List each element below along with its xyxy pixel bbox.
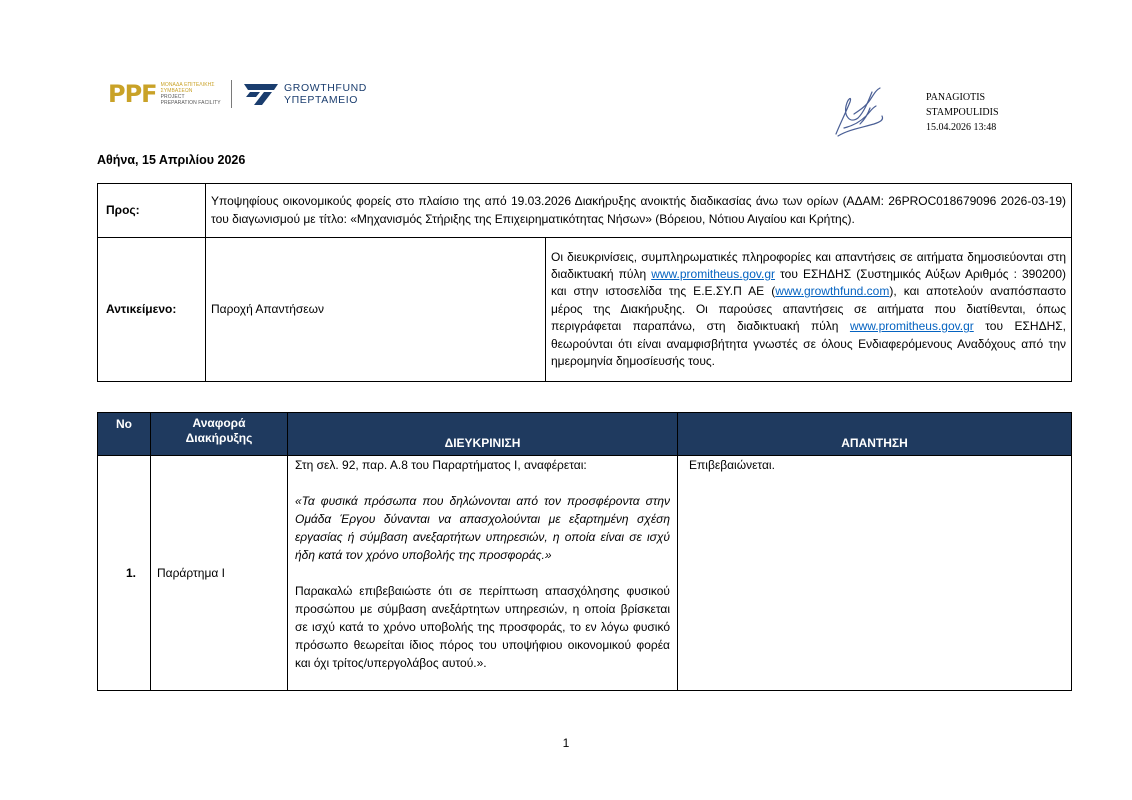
ppf-logo-line: ΣΥΜΒΑΣΕΩΝ — [160, 88, 193, 94]
header-reference — [151, 413, 288, 456]
ppf-logo-line: PROJECT — [160, 94, 185, 100]
ppf-logo-letters: PPF — [108, 80, 157, 108]
signer-last-name: STAMPOULIDIS — [926, 107, 999, 118]
clarification-intro: Στη σελ. 92, παρ. Α.8 του Παραρτήματος Ι, αναφέρεται: — [295, 458, 587, 472]
growthfund-name: GROWTHFUND — [284, 82, 367, 94]
header-no: No — [98, 413, 151, 456]
growthfund-greek-name: ΥΠΕΡΤΑΜΕΙΟ — [284, 94, 359, 106]
row-reference: Παράρτημα Ι — [151, 456, 288, 691]
document-date: Αθήνα, 15 Απριλίου 2026 — [97, 153, 246, 167]
row-answer: Επιβεβαιώνεται. — [678, 456, 1072, 691]
signer-first-name: PANAGIOTIS — [926, 92, 986, 103]
clarification-quote: «Τα φυσικά πρόσωπα που δηλώνονται από τον προσφέροντα στην Ομάδα Έργου δύνανται να απασχολούνται με εξαρτημένη σχέση εργασίας ή σύμβαση ανεξαρτήτων υπηρεσιών, η οποία είναι σε ισχύ ήδη κατά τον χρόνο υποβολής της προσφοράς.» — [295, 494, 670, 562]
subject-note-text: του ΕΣΗΔΗΣ (Συστημικός Αύξων Αριθμός : 390200) και στην ιστοσελίδα της Ε.Ε.ΣΥ.Π ΑΕ ( — [551, 266, 1067, 299]
growthfund-logo — [242, 80, 367, 108]
recipient-row — [98, 184, 1072, 238]
growthfund-link[interactable]: www.growthfund.com — [775, 284, 890, 299]
recipient-text: Υποψηφίους οικονομικούς φορείς στο πλαίσιο της από 19.03.2026 Διακήρυξης ανοικτής διαδικασίας άνω των ορίων (ΑΔΑΜ: 26PROC018679096 2026-03-19) του διαγωνισμού με τίτλο: «Μηχανισμός Στήριξης της Επιχειρηματικότητας Νήσων» (Βόρειου, Νότιου Αιγαίου και Κρήτης). — [206, 184, 1072, 238]
ppf-logo — [108, 80, 221, 108]
page-number: 1 — [562, 736, 570, 750]
growthfund-wordmark — [284, 82, 367, 106]
promitheus-link[interactable]: www.promitheus.gov.gr — [651, 266, 776, 281]
subject-note — [546, 238, 1072, 382]
row-clarification — [288, 456, 678, 691]
header-reference-line1: Αναφορά — [192, 416, 246, 430]
clarifications-table — [97, 412, 1072, 691]
digital-signature-block — [926, 90, 999, 135]
subject-note-text: του ΕΣΗΔΗΣ, θεωρούνται ότι είναι αναμφισβήτητα γνωστές σε όλους Ενδιαφερόμενους Αναδόχους από την ημερομηνία δημοσίευσής τους. — [551, 319, 1067, 369]
header-reference-line2: Διακήρυξης — [185, 431, 253, 445]
subject-value: Παροχή Απαντήσεων — [206, 238, 546, 382]
header-answer: ΑΠΑΝΤΗΣΗ — [678, 413, 1072, 456]
clarification-request: Παρακαλώ επιβεβαιώστε ότι σε περίπτωση απασχόλησης φυσικού προσώπου με σύμβαση ανεξάρτητων υπηρεσιών, η οποία βρίσκεται σε ισχύ κατά το χρόνο υποβολής της προσφοράς, το εν λόγω φυσικό πρόσωπο θεωρείται ίδιος πόρος του υποψήφιου οικονομικού φορέα και όχι τρίτος/υπεργολάβος αυτού.». — [295, 584, 670, 670]
logo-divider — [231, 80, 232, 108]
ppf-logo-subtitle — [161, 82, 221, 106]
handwritten-signature — [830, 84, 888, 142]
clarifications-header-row — [98, 413, 1072, 456]
ppf-logo-line: ΜΟΝΑΔΑ ΕΠΙΤΕΛΙΚΗΣ — [160, 82, 215, 88]
row-number: 1. — [98, 456, 151, 691]
ppf-logo-line: PREPARATION FACILITY — [160, 100, 221, 106]
table-row — [98, 456, 1072, 691]
subject-label: Αντικείμενο: — [98, 238, 206, 382]
signature-timestamp: 15.04.2026 13:48 — [926, 122, 997, 133]
recipient-label: Προς: — [98, 184, 206, 238]
subject-row — [98, 238, 1072, 382]
header-clarification: ΔΙΕΥΚΡΙΝΙΣΗ — [288, 413, 678, 456]
growthfund-mark-icon — [242, 81, 280, 107]
promitheus-link[interactable]: www.promitheus.gov.gr — [849, 319, 974, 334]
recipient-info-table — [97, 183, 1072, 382]
subject-note-text: Οι διευκρινίσεις, συμπληρωματικές πληροφορίες και απαντήσεις σε αιτήματα δημοσιεύονται στη διαδικτυακή πύλη — [551, 249, 1067, 281]
subject-note-text: ), και αποτελούν αναπόσπαστο μέρος της Διακήρυξης. Οι παρούσες απαντήσεις σε αιτήματα που διατίθενται, όπως περιγράφεται παραπάνω, στη διαδικτυακή πύλη — [551, 284, 1067, 334]
